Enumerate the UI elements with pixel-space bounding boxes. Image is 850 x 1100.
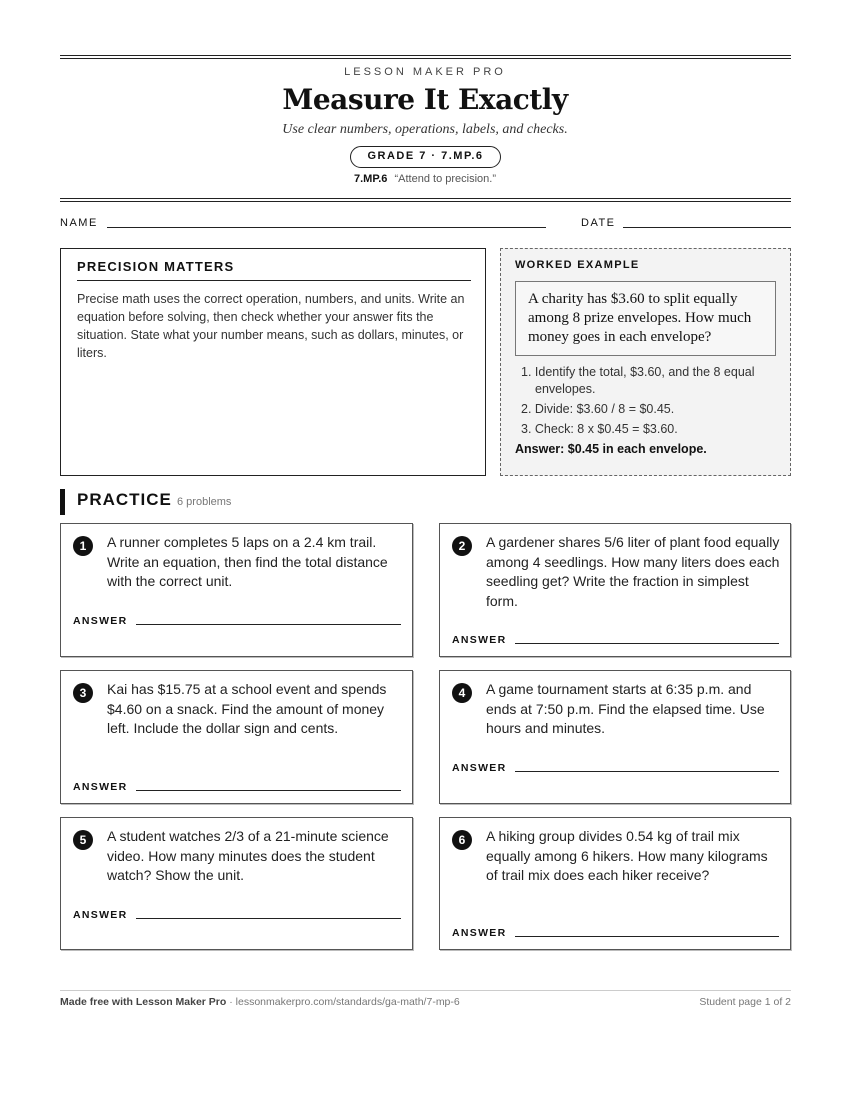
worked-step: 1. Identify the total, $3.60, and the 8 equal envelopes. [521,365,755,396]
precision-text: Precise math uses the correct operation, numbers, and units. Write an equation before solving, then check whether your answer fits the situation. State what your number means, such as dollars, minutes, or liters. [77,292,465,360]
standard-quote: “Attend to precision.” [394,173,496,185]
problem-text: Kai has $15.75 at a school event and spends $4.60 on a snack. Find the amount of money left. Include the dollar sign and cents. [107,681,387,736]
answer-label: ANSWER [452,927,507,939]
precision-heading: PRECISION MATTERS [77,259,471,281]
worked-step: 3. Check: 8 x $0.45 = $3.60. [521,422,678,436]
answer-field-4[interactable] [515,771,779,772]
problem-number-badge: 3 [73,683,93,703]
footer-made-with: Made free with Lesson Maker Pro [60,996,227,1008]
name-field[interactable] [107,227,546,228]
footer-credit [60,996,460,1008]
answer-label: ANSWER [452,762,507,774]
worked-example-problem: A charity has $3.60 to split equally among 8 prize envelopes. How much money goes in each envelope? [515,281,776,356]
worked-example-answer: Answer: $0.45 in each envelope. [515,442,707,456]
footer-url[interactable]: · lessonmakerpro.com/standards/ga-math/7-mp-6 [226,996,460,1008]
brand-label: LESSON MAKER PRO [344,66,506,78]
answer-label: ANSWER [73,615,128,627]
page-title: Measure It Exactly [282,83,568,116]
answer-field-1[interactable] [136,624,401,625]
problem-card-1 [60,523,413,657]
header-bottom-double-rule [60,198,791,202]
answer-label: ANSWER [73,781,128,793]
problem-text: A hiking group divides 0.54 kg of trail mix equally among 6 hikers. How many kilograms of trail mix does each hiker receive? [486,828,768,883]
problem-number-badge: 6 [452,830,472,850]
top-double-rule [60,55,791,59]
answer-field-6[interactable] [515,936,779,937]
practice-accent-bar [60,489,65,515]
problem-number-badge: 1 [73,536,93,556]
answer-field-5[interactable] [136,918,401,919]
problem-number-badge: 4 [452,683,472,703]
problem-text: A student watches 2/3 of a 21-minute science video. How many minutes does the student watch? Show the unit. [107,828,389,883]
problem-number-badge: 2 [452,536,472,556]
footer-divider [60,990,791,991]
worked-example-box [500,248,791,476]
answer-field-2[interactable] [515,643,779,644]
date-field[interactable] [623,227,791,228]
worked-example-heading: WORKED EXAMPLE [515,259,640,271]
standard-line [0,173,850,185]
problem-card-3 [60,670,413,804]
problem-text: A gardener shares 5/6 liter of plant food equally among 4 seedlings. How many liters does each seedling get? Write the fraction in simplest form. [486,534,780,609]
answer-field-3[interactable] [136,790,401,791]
practice-heading: PRACTICE [77,490,172,509]
practice-count: 6 problems [177,496,232,508]
problem-text: A runner completes 5 laps on a 2.4 km trail. Write an equation, then find the total distance with the correct unit. [107,534,388,589]
problem-card-2 [439,523,791,657]
problem-card-4 [439,670,791,804]
footer-page-number: Student page 1 of 2 [699,996,791,1008]
name-label: NAME [60,217,98,229]
answer-label: ANSWER [452,634,507,646]
problem-card-6 [439,817,791,950]
standard-code: 7.MP.6 [354,173,388,185]
page-subtitle: Use clear numbers, operations, labels, and checks. [282,122,568,137]
problem-text: A game tournament starts at 6:35 p.m. and ends at 7:50 p.m. Find the elapsed time. Use hours and minutes. [486,681,765,736]
precision-matters-box [60,248,486,476]
worked-step: 2. Divide: $3.60 / 8 = $0.45. [521,402,675,416]
answer-label: ANSWER [73,909,128,921]
worked-example-steps [515,364,776,438]
problem-card-5 [60,817,413,950]
date-label: DATE [581,217,616,229]
problem-number-badge: 5 [73,830,93,850]
grade-badge: GRADE 7 · 7.MP.6 [350,146,501,168]
